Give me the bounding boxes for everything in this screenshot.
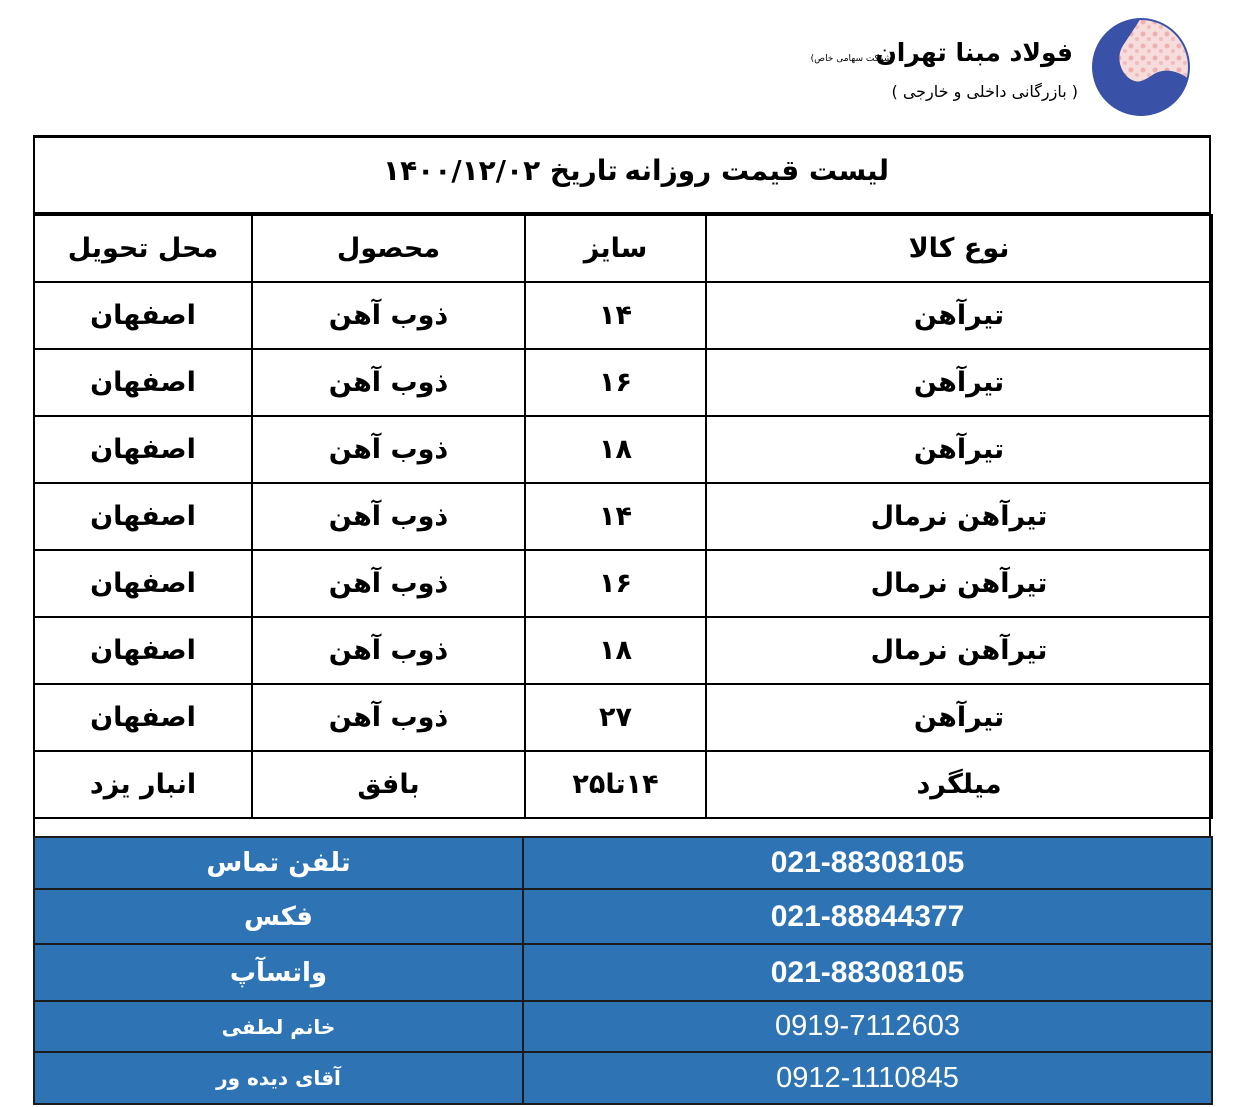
contact-row-person	[34, 1001, 1212, 1052]
company-type: (شرکت سهامی خاص)	[810, 54, 895, 64]
cell-product-type: تیرآهن	[706, 282, 1212, 349]
cell-product: ذوب آهن	[252, 349, 525, 416]
contact-label: تلفن تماس	[34, 837, 523, 889]
cell-size: ۱۶	[525, 349, 706, 416]
contact-table	[33, 836, 1213, 1105]
header-product: محصول	[252, 215, 525, 282]
cell-size: ۱۴	[525, 282, 706, 349]
cell-product: ذوب آهن	[252, 483, 525, 550]
cell-delivery-place: اصفهان	[34, 617, 252, 684]
contact-number[interactable]: 0919-7112603	[523, 1001, 1212, 1052]
contact-row-whatsapp	[34, 944, 1212, 1001]
cell-delivery-place: اصفهان	[34, 684, 252, 751]
contact-row-person	[34, 1052, 1212, 1104]
cell-product: ذوب آهن	[252, 416, 525, 483]
table-row	[34, 349, 1212, 416]
table-row	[34, 282, 1212, 349]
cell-product: ذوب آهن	[252, 684, 525, 751]
contact-label: واتسآپ	[34, 944, 523, 1001]
cell-delivery-place: اصفهان	[34, 349, 252, 416]
header-delivery-place: محل تحویل	[34, 215, 252, 282]
cell-product: ذوب آهن	[252, 550, 525, 617]
cell-size: ۱۴	[525, 483, 706, 550]
cell-delivery-place: اصفهان	[34, 483, 252, 550]
contact-row-fax	[34, 889, 1212, 944]
header-size: سایز	[525, 215, 706, 282]
cell-product-type: تیرآهن	[706, 416, 1212, 483]
cell-delivery-place: اصفهان	[34, 550, 252, 617]
contact-number[interactable]: 021-88308105	[523, 837, 1212, 889]
table-row	[34, 684, 1212, 751]
contact-label: خانم لطفی	[34, 1001, 523, 1052]
cell-product-type: تیرآهن نرمال	[706, 617, 1212, 684]
table-row	[34, 617, 1212, 684]
cell-product: ذوب آهن	[252, 282, 525, 349]
cell-size: ۱۶	[525, 550, 706, 617]
cell-size: ۲۷	[525, 684, 706, 751]
contact-label: آقای دیده ور	[34, 1052, 523, 1104]
cell-product-type: تیرآهن نرمال	[706, 483, 1212, 550]
table-row	[34, 483, 1212, 550]
price-date: تاریخ ۱۴۰۰/۱۲/۰۲	[383, 154, 618, 187]
cell-size: ۱۴تا۲۵	[525, 751, 706, 818]
cell-product: ذوب آهن	[252, 617, 525, 684]
contact-number[interactable]: 021-88308105	[523, 944, 1212, 1001]
company-name: فولاد مبنا تهران	[875, 38, 1073, 67]
contact-row-phone	[34, 837, 1212, 889]
contact-number[interactable]: 021-88844377	[523, 889, 1212, 944]
cell-product-type: تیرآهن	[706, 684, 1212, 751]
cell-delivery-place: اصفهان	[34, 282, 252, 349]
company-logo	[1092, 18, 1190, 116]
header-product-type: نوع کالا	[706, 215, 1212, 282]
cell-product-type: تیرآهن	[706, 349, 1212, 416]
cell-product-type: میلگرد	[706, 751, 1212, 818]
table-row	[34, 416, 1212, 483]
cell-delivery-place: اصفهان	[34, 416, 252, 483]
contact-label: فکس	[34, 889, 523, 944]
page-title: لیست قیمت روزانه	[624, 154, 889, 187]
company-subtitle: ( بازرگانی داخلی و خارجی )	[891, 82, 1078, 101]
cell-product-type: تیرآهن نرمال	[706, 550, 1212, 617]
price-table	[33, 214, 1213, 819]
table-row	[34, 751, 1212, 818]
table-row	[34, 550, 1212, 617]
cell-delivery-place: انبار یزد	[34, 751, 252, 818]
cell-size: ۱۸	[525, 416, 706, 483]
table-header-row	[34, 215, 1212, 282]
cell-size: ۱۸	[525, 617, 706, 684]
contact-number[interactable]: 0912-1110845	[523, 1052, 1212, 1104]
title-row	[33, 138, 1211, 214]
cell-product: بافق	[252, 751, 525, 818]
